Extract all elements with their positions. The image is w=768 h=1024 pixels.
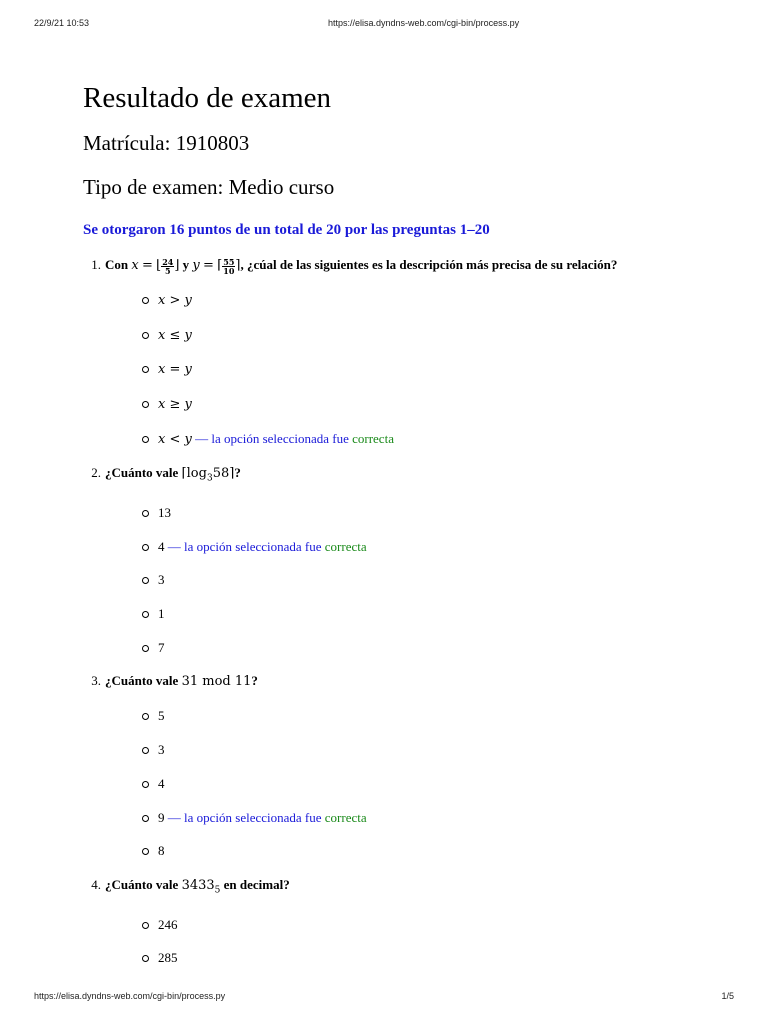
floor-open: ⌊ bbox=[156, 258, 162, 273]
circle-bullet-icon bbox=[142, 922, 149, 929]
ceil-open: ⌈ bbox=[217, 258, 223, 273]
matricula-heading: Matrícula: 1910803 bbox=[83, 131, 250, 155]
question-number: 3. bbox=[91, 673, 101, 689]
question-prefix: ¿Cuánto vale bbox=[105, 876, 179, 892]
question-3-text bbox=[91, 670, 743, 693]
circle-bullet-icon bbox=[142, 577, 149, 584]
print-datetime: 22/9/21 10:53 bbox=[34, 18, 90, 28]
score-summary: Se otorgaron 16 puntos de un total de 20 por las preguntas 1–20 bbox=[83, 222, 490, 238]
circle-bullet-icon bbox=[142, 611, 149, 618]
ceil-close: ⌉ bbox=[235, 258, 241, 273]
option: 13 bbox=[158, 502, 743, 524]
option: x ≤ y bbox=[158, 324, 743, 347]
question-list bbox=[83, 254, 743, 969]
circle-bullet-icon bbox=[142, 544, 149, 551]
question-number: 4. bbox=[91, 876, 101, 892]
print-footer bbox=[0, 991, 768, 1005]
option-list bbox=[83, 914, 743, 970]
question-suffix: en decimal? bbox=[223, 876, 290, 892]
option: 3 bbox=[158, 569, 743, 591]
question-suffix: ? bbox=[234, 465, 241, 481]
selected-note: — la opción seleccionada fue bbox=[167, 538, 322, 554]
option-list bbox=[83, 502, 743, 659]
option: x = y bbox=[158, 358, 743, 381]
math-expression: 31 mod 11 bbox=[181, 674, 252, 690]
log-arg: 58 bbox=[212, 466, 230, 482]
option: x ≥ y bbox=[158, 393, 743, 416]
question-suffix: , ¿cúal de las siguientes es la descripción más precisa de su relación? bbox=[240, 257, 618, 272]
option: 246 bbox=[158, 914, 743, 936]
circle-bullet-icon bbox=[142, 781, 149, 788]
correct-label: correcta bbox=[352, 430, 394, 446]
option: 3 bbox=[158, 739, 743, 761]
number-base: 5 bbox=[214, 885, 221, 896]
question-prefix: ¿Cuánto vale bbox=[105, 673, 179, 689]
conjunction-y: y bbox=[182, 257, 190, 272]
circle-bullet-icon bbox=[142, 401, 149, 408]
print-url: https://elisa.dyndns-web.com/cgi-bin/process.py bbox=[328, 18, 520, 28]
math-equals: = bbox=[141, 258, 153, 273]
circle-bullet-icon bbox=[142, 955, 149, 962]
question-number: 1. bbox=[91, 257, 101, 272]
circle-bullet-icon bbox=[142, 645, 149, 652]
question-2-text bbox=[91, 462, 743, 490]
option: 5 bbox=[158, 705, 743, 727]
ceil-open: ⌈ bbox=[181, 466, 187, 482]
fraction-24-5: $\frac{24}{5}$ bbox=[162, 256, 174, 276]
circle-bullet-icon bbox=[142, 713, 149, 720]
print-header bbox=[0, 18, 768, 32]
option-list bbox=[83, 289, 743, 451]
option-selected: 9 — la opción seleccionada fue correcta bbox=[158, 807, 743, 829]
option: 7 bbox=[158, 637, 743, 659]
circle-bullet-icon bbox=[142, 747, 149, 754]
option: 1 bbox=[158, 603, 743, 625]
footer-url: https://elisa.dyndns-web.com/cgi-bin/process.py bbox=[34, 991, 226, 1001]
circle-bullet-icon bbox=[142, 297, 149, 304]
page-title: Resultado de examen bbox=[83, 82, 332, 114]
log-base: 3 bbox=[206, 474, 213, 485]
log-func: log bbox=[186, 466, 207, 482]
circle-bullet-icon bbox=[142, 436, 149, 443]
exam-result bbox=[83, 78, 743, 969]
option-selected: 4 — la opción seleccionada fue correcta bbox=[158, 536, 743, 558]
math-equals: = bbox=[203, 258, 214, 273]
correct-label: correcta bbox=[324, 809, 367, 825]
circle-bullet-icon bbox=[142, 366, 149, 373]
option-list bbox=[83, 705, 743, 862]
option: x > y bbox=[158, 289, 743, 312]
question-4 bbox=[83, 874, 743, 969]
option: 8 bbox=[158, 840, 743, 862]
circle-bullet-icon bbox=[142, 332, 149, 339]
question-prefix: Con bbox=[105, 257, 129, 272]
number-value: 3433 bbox=[181, 877, 215, 893]
option: 285 bbox=[158, 947, 743, 969]
math-var-y: y bbox=[192, 258, 200, 273]
selected-note: — la opción seleccionada fue bbox=[167, 809, 322, 825]
page-number: 1/5 bbox=[721, 991, 734, 1001]
option-selected: x < y — la opción seleccionada fue correcta bbox=[158, 428, 743, 451]
option: 4 bbox=[158, 773, 743, 795]
exam-type-heading: Tipo de examen: Medio curso bbox=[83, 175, 335, 199]
circle-bullet-icon bbox=[142, 848, 149, 855]
selected-note: — la opción seleccionada fue bbox=[195, 430, 349, 446]
question-1 bbox=[83, 254, 743, 451]
question-4-text bbox=[91, 874, 743, 902]
circle-bullet-icon bbox=[142, 815, 149, 822]
question-suffix: ? bbox=[251, 673, 258, 689]
fraction-55-10: $\frac{55}{10}$ bbox=[223, 256, 235, 276]
floor-close: ⌋ bbox=[174, 258, 180, 273]
question-2 bbox=[83, 462, 743, 658]
question-3 bbox=[83, 670, 743, 862]
circle-bullet-icon bbox=[142, 510, 149, 517]
question-1-text bbox=[91, 254, 743, 277]
correct-label: correcta bbox=[324, 538, 367, 554]
question-prefix: ¿Cuánto vale bbox=[105, 465, 179, 481]
math-var-x: x bbox=[131, 258, 139, 273]
ceil-close: ⌉ bbox=[229, 466, 235, 482]
question-number: 2. bbox=[91, 465, 101, 481]
